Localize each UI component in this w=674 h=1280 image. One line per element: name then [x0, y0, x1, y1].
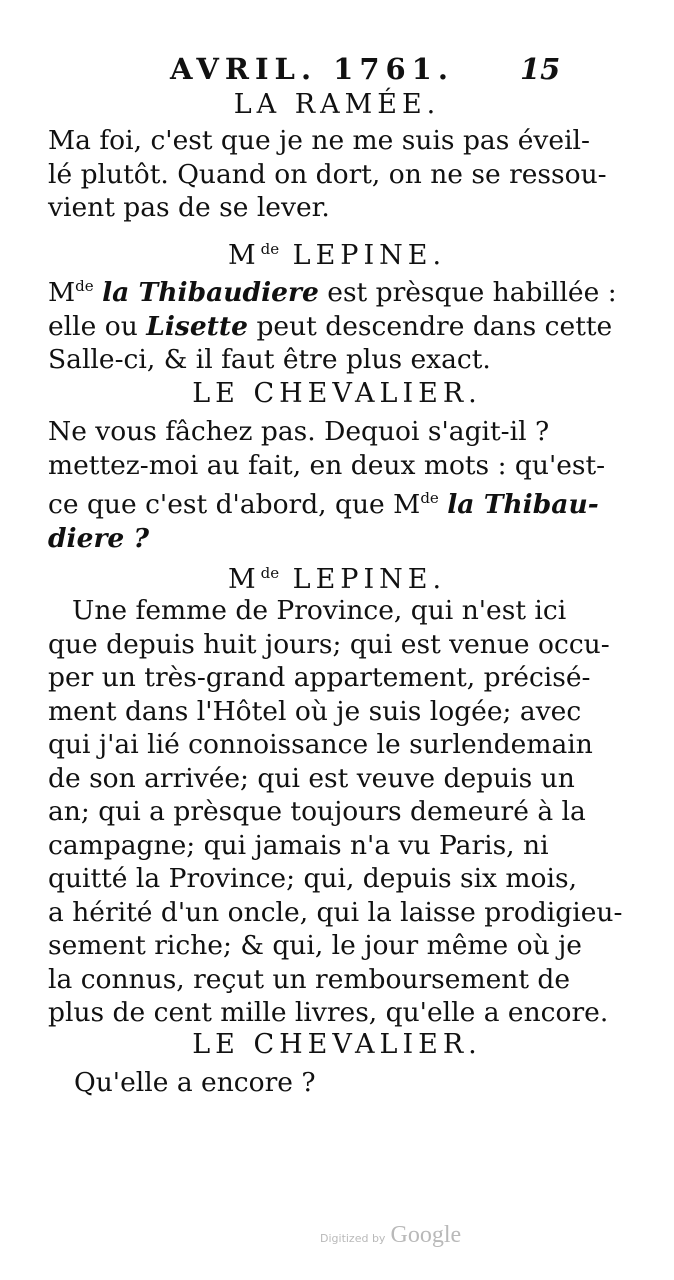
digitization-watermark	[320, 1222, 461, 1249]
speech-chevalier-1	[48, 415, 606, 555]
speaker-abbrev: de	[260, 240, 280, 258]
watermark-prefix: Digitized by	[320, 1232, 386, 1245]
speaker-mde-lepine	[0, 556, 674, 597]
text-line: an; qui a prèsque toujours demeuré à la	[48, 796, 586, 827]
page-number: 15	[520, 52, 561, 86]
watermark-brand: Google	[390, 1222, 462, 1248]
speaker-name: LEPINE.	[292, 564, 447, 595]
text-line: qui j'ai lié connoissance le surlendemain	[48, 729, 593, 760]
text-line: quitté la Province; qui, depuis six mois,	[48, 863, 578, 894]
text-line: de son arrivée; qui est veuve depuis un	[48, 762, 575, 794]
speaker-abbrev: de	[260, 564, 280, 582]
text-line: a hérité d'un oncle, qui la laisse prodigieu-	[48, 896, 623, 928]
speaker-laramee: LA RAMÉE.	[233, 89, 441, 120]
italic-name: diere ?	[48, 522, 150, 554]
text-line: elle ou Lisette peut descendre dans cette	[48, 310, 613, 342]
text-line: vient pas de se lever.	[48, 192, 330, 223]
speech-laramee	[48, 124, 607, 225]
italic-name: Lisette	[146, 310, 249, 342]
text-line: sement riche; & qui, le jour même où je	[48, 930, 582, 961]
text-line: que depuis huit jours; qui est venue occu-	[48, 628, 610, 660]
text-line: plus de cent mille livres, qu'elle a encore.	[48, 997, 609, 1028]
text-line: per un très-grand appartement, précisé-	[48, 662, 591, 693]
speaker-chevalier: LE CHEVALIER.	[192, 1029, 482, 1060]
speaker-mde-lepine	[0, 232, 674, 273]
speech-chevalier-2	[48, 1066, 600, 1100]
text-line: Salle-ci, & il faut être plus exact.	[48, 344, 491, 375]
text-line: Ma foi, c'est que je ne me suis pas éveil-	[48, 125, 590, 156]
speaker-chevalier: LE CHEVALIER.	[192, 378, 482, 409]
running-header: AVRIL. 1761.	[170, 52, 454, 86]
text-line	[48, 522, 600, 556]
speech-mde-lepine-2	[48, 594, 623, 1030]
speech-mde-lepine-1	[48, 270, 617, 377]
text-line: campagne; qui jamais n'a vu Paris, ni	[48, 829, 549, 861]
speaker-prefix: M	[227, 240, 261, 271]
speaker-name: LEPINE.	[292, 240, 447, 271]
text-line: lé plutôt. Quand on dort, on ne se ressou-	[48, 158, 607, 190]
italic-name: la Thibau-	[447, 489, 599, 520]
text-line: Mde la Thibaudiere est prèsque habillée :	[48, 277, 617, 308]
text-line: mettez-moi au fait, en deux mots : qu'est-	[48, 449, 606, 481]
text-line: Qu'elle a encore ?	[74, 1067, 316, 1098]
text-line: ce que c'est d'abord, que Mde la Thibau-	[48, 489, 599, 520]
text-line: Une femme de Province, qui n'est ici	[72, 595, 567, 626]
italic-name: la Thibaudiere	[102, 277, 319, 308]
text-line: la connus, reçut un remboursement de	[48, 963, 571, 995]
text-line: ment dans l'Hôtel où je suis logée; avec	[48, 695, 582, 727]
text-line: Ne vous fâchez pas. Dequoi s'agit-il ?	[48, 416, 550, 447]
speaker-prefix: M	[227, 564, 261, 595]
